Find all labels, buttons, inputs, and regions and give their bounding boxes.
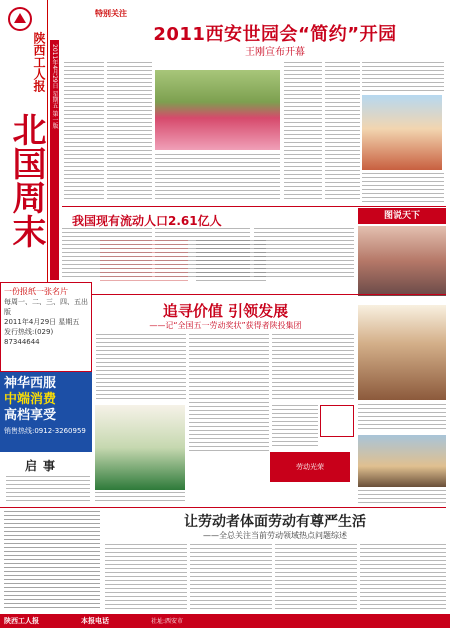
paper-name: 陕西工人报 bbox=[32, 32, 46, 92]
logo-icon bbox=[6, 6, 34, 32]
photo-news-label: 图说天下 bbox=[358, 208, 446, 224]
photo-news-image[interactable] bbox=[358, 226, 446, 296]
feature-headline[interactable]: 追寻价值 引领发展 bbox=[162, 302, 289, 320]
body-text bbox=[95, 492, 185, 504]
photo-caption-text bbox=[358, 404, 446, 432]
body-text bbox=[272, 405, 318, 449]
suit-ad[interactable]: 神华西服 中端消费 高档享受 销售热线:0912-3260959 bbox=[0, 372, 92, 452]
body-text bbox=[360, 544, 446, 610]
masthead bbox=[0, 0, 48, 282]
sidebar-box bbox=[320, 405, 354, 437]
feature-photo-right[interactable] bbox=[358, 305, 446, 400]
body-text bbox=[4, 511, 100, 611]
date-strip: 2011年4月29日 星期五 第一版 bbox=[50, 40, 59, 280]
body-text bbox=[64, 62, 104, 202]
bottom-headline[interactable]: 让劳动者体面劳动有尊严生活 bbox=[184, 514, 366, 530]
body-text bbox=[189, 334, 269, 454]
body-text bbox=[272, 334, 354, 400]
masthead-title: 北国周末 bbox=[6, 112, 46, 248]
feature-photo-left[interactable] bbox=[95, 405, 185, 490]
garden-photo[interactable] bbox=[155, 70, 280, 150]
caption-banner: 劳动光荣 bbox=[270, 452, 350, 482]
body-text bbox=[155, 154, 280, 202]
divider bbox=[62, 206, 446, 207]
body-text bbox=[275, 544, 357, 610]
body-text bbox=[254, 228, 354, 278]
feature-subhead: ——记“全国五一劳动奖状”获得者陕投集团 bbox=[149, 321, 302, 330]
body-text bbox=[284, 62, 322, 202]
divider bbox=[0, 507, 446, 508]
top-subhead: 王刚宣布开幕 bbox=[245, 47, 305, 58]
footer-bar: 陕西工人报 本报电话 社址:西安市 bbox=[0, 614, 450, 628]
body-text bbox=[362, 173, 444, 203]
photo-caption-text bbox=[358, 490, 446, 504]
expo-photo[interactable] bbox=[362, 95, 442, 170]
worker-photo[interactable] bbox=[358, 435, 446, 487]
body-text bbox=[325, 62, 360, 202]
body-text bbox=[96, 334, 186, 400]
body-text bbox=[362, 62, 444, 92]
subscribe-box: 一份报纸一张名片 每周一、二、三、四、五出版 2011年4月29日 星期五 发行热线:(029) 87344644 bbox=[0, 282, 92, 372]
body-text bbox=[105, 544, 187, 610]
bottom-subhead: ——全总关注当前劳动领域热点问题综述 bbox=[203, 531, 347, 540]
quote-text bbox=[100, 240, 188, 284]
notice-text bbox=[6, 476, 90, 504]
body-text bbox=[196, 240, 266, 284]
body-text bbox=[190, 544, 272, 610]
divider bbox=[92, 294, 446, 295]
section-tag: 特别关注 bbox=[95, 9, 127, 18]
top-headline[interactable]: 2011西安世园会“简约”开园 bbox=[153, 24, 397, 45]
body-text bbox=[107, 62, 152, 202]
migrant-headline[interactable]: 我国现有流动人口2.61亿人 bbox=[72, 214, 222, 228]
notice-title: 启事 bbox=[25, 459, 62, 473]
